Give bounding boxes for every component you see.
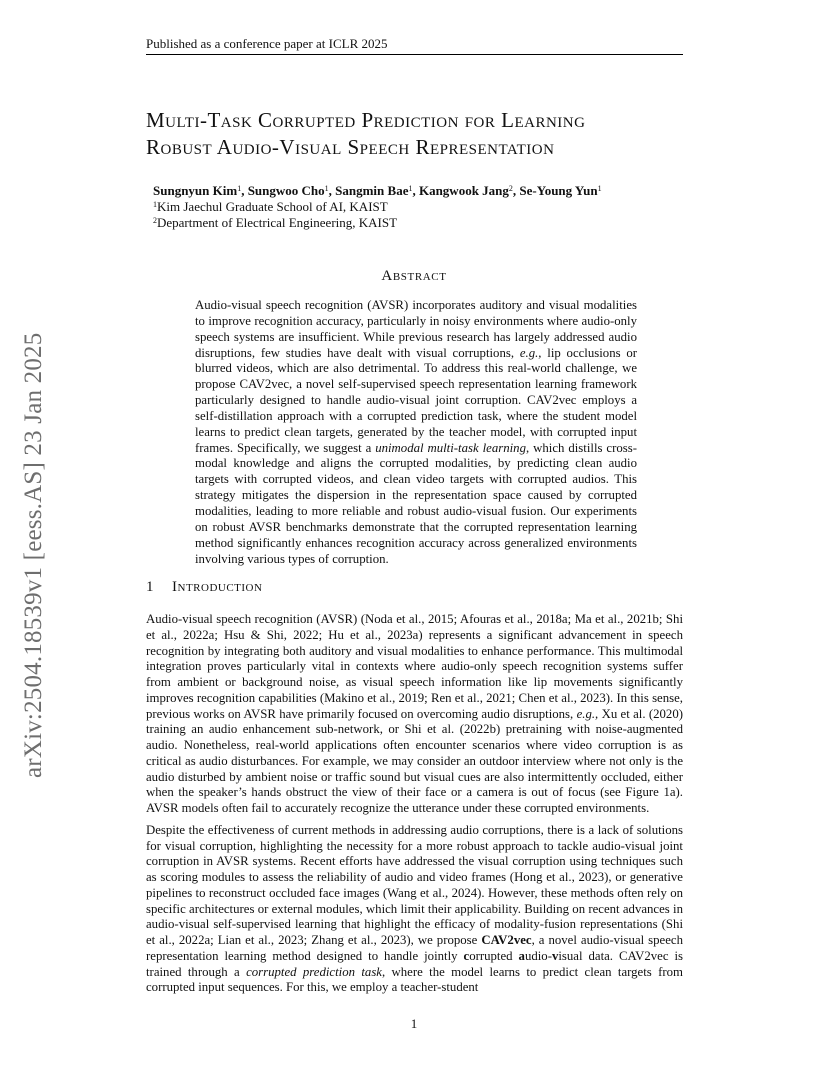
method-name: CAV2vec	[481, 933, 532, 947]
paragraph-text: Despite the effectiveness of current methods in addressing audio corruptions, there is a lack of solutions for visual corruption, highlighting the necessity for a more robust approach to tackle audio-visual joint corruption in AVSR systems. Recent efforts have addressed the visual corruption using techniques such as scoring modules to assess the reliability of audio and video frames (Hong et al., 2023), or generative pipelines to reconstruct occluded face images (Wang et al., 2024). However, these methods often rely on specific architectures or external modules, which limit their applicability. Building on recent advances in audio-visual self-supervised learning that highlight the efficacy of modality-fusion representations (Shi et al., 2022a; Lian et al., 2023; Zhang et al., 2023), we propose	[146, 822, 683, 947]
section-heading	[146, 579, 262, 596]
acronym-letter: c	[463, 948, 470, 963]
affiliation-mark: 1	[237, 184, 242, 193]
author-block	[153, 183, 693, 231]
author-list: Sungnyun Kim$^1$, Sungwoo Cho$^1$, Sangmin Bae$^1$, Kangwook Jang$^2$, Se-Young Yun$^1$	[153, 183, 602, 198]
acronym-letter: v	[551, 948, 559, 963]
paragraph-text: orrupted	[469, 948, 519, 963]
author-name: Se-Young Yun	[519, 183, 598, 198]
paragraph-italic: corrupted prediction task	[246, 964, 382, 979]
paragraph-text: , a novel audio-visual speech representation learning method designed to handle jointly	[146, 933, 683, 963]
abstract-text: , which distills cross-modal knowledge and aligns the corrupted modalities, by predicting clean audio targets with corrupted videos, and clean video targets with corrupted audios. This strategy mitigates the dispersion in the representation space caused by corrupted modalities, leading to more reliable and robust audio-visual fusion. Our experiments on robust AVSR benchmarks demonstrate that the corrupted representation learning method significantly enhances recognition accuracy across generalized environments involving various types of corruption.	[195, 440, 637, 566]
affiliation-line	[153, 199, 693, 215]
running-head: Published as a conference paper at ICLR 2025	[146, 36, 683, 55]
section-number: 1	[146, 579, 154, 595]
affiliation-mark: 1	[153, 200, 157, 209]
affiliation-mark: 2	[153, 216, 157, 225]
abstract-text: lip occlusions or blurred videos, which are also detrimental. To address this real-world challenge, we propose CAV2vec, a novel self-supervised speech representation learning framework particularly designed to handle audio-visual joint corruption. CAV2vec employs a self-distillation approach with a corrupted prediction task, where the student model learns to predict clean targets, generated by the teacher model, with corrupted input frames. Specifically, we suggest a	[195, 345, 638, 455]
page-number: 1	[410, 1016, 418, 1031]
abstract-heading: Abstract	[381, 268, 447, 284]
affiliation-mark: 2	[508, 184, 513, 193]
abstract-text: Audio-visual speech recognition (AVSR) incorporates auditory and visual modalities to improve recognition accuracy, particularly in noisy environments where audio-only speech systems are insufficient. While previous research has largely addressed audio disruptions, few studies have dealt with visual corruptions,	[195, 298, 637, 360]
author-name: Sungnyun Kim	[153, 183, 238, 198]
abstract-italic: e.g.,	[519, 345, 542, 360]
affiliation-mark: 1	[408, 184, 413, 193]
author-name: Sangmin Bae	[335, 183, 409, 198]
title-line-1: Multi-Task Corrupted Prediction for Learning	[146, 108, 586, 132]
author-name: Sungwoo Cho	[247, 183, 325, 198]
paragraph-text: isual data. CAV2vec is trained through a	[146, 948, 683, 979]
paragraph-text: Xu et al. (2020) training an audio enhancement sub-network, or Shi et al. (2022b) pretraining with noise-augmented audio. Nonetheless, real-world applications often encounter scenarios where video corruption is as critical as audio disturbances. For example, we may consider an outdoor interview where not only is the audio disturbed by ambient noise or traffic sound but visual cues are also intermittently occluded, either when the speaker’s hands obstruct the view of their face or a camera is out of focus (see Figure 1a). AVSR models often fail to accurately recognize the utterance under these corrupted environments.	[146, 706, 683, 815]
paragraph-italic: e.g.,	[576, 706, 599, 721]
affiliation-mark: 1	[597, 184, 602, 193]
author-name: Kangwook Jang	[418, 183, 509, 198]
affiliation-text: Kim Jaechul Graduate School of AI, KAIST	[157, 199, 388, 214]
affiliation-mark: 1	[324, 184, 329, 193]
paragraph-text: udio-	[524, 948, 552, 963]
paper-title	[146, 107, 706, 161]
paragraph-text: , where the model learns to predict clean targets from corrupted input sequences. For this, we employ a teacher-student	[146, 964, 683, 995]
affiliation-line	[153, 215, 693, 231]
abstract-italic-term: unimodal multi-task learning	[375, 440, 526, 455]
acronym-letter: a	[518, 948, 525, 963]
affiliation-text: Department of Electrical Engineering, KAIST	[157, 215, 398, 230]
paragraph	[146, 612, 683, 817]
section-title: Introduction	[172, 579, 263, 595]
introduction-body	[146, 612, 683, 1002]
paragraph	[146, 823, 683, 996]
arxiv-identifier-stamp: arXiv:2504.18539v1 [eess.AS] 23 Jan 2025	[20, 332, 47, 778]
abstract-body	[195, 298, 637, 567]
title-line-2: Robust Audio-Visual Speech Representation	[146, 135, 555, 159]
paragraph-text: Audio-visual speech recognition (AVSR) (Noda et al., 2015; Afouras et al., 2018a; Ma et al., 2021b; Shi et al., 2022a; Hsu & Shi, 2022; Hu et al., 2023a) represents a significant advancement in speech recognition by integrating both auditory and visual modalities to enhance performance. This multimodal integration proves particularly vital in contexts where audio-only speech recognition systems suffer from ambient or background noise, as visual speech information like lip movements significantly improves recognition capabilities (Makino et al., 2019; Ren et al., 2021; Chen et al., 2023). In this sense, previous works on AVSR have primarily focused on overcoming audio disruptions,	[146, 612, 683, 721]
